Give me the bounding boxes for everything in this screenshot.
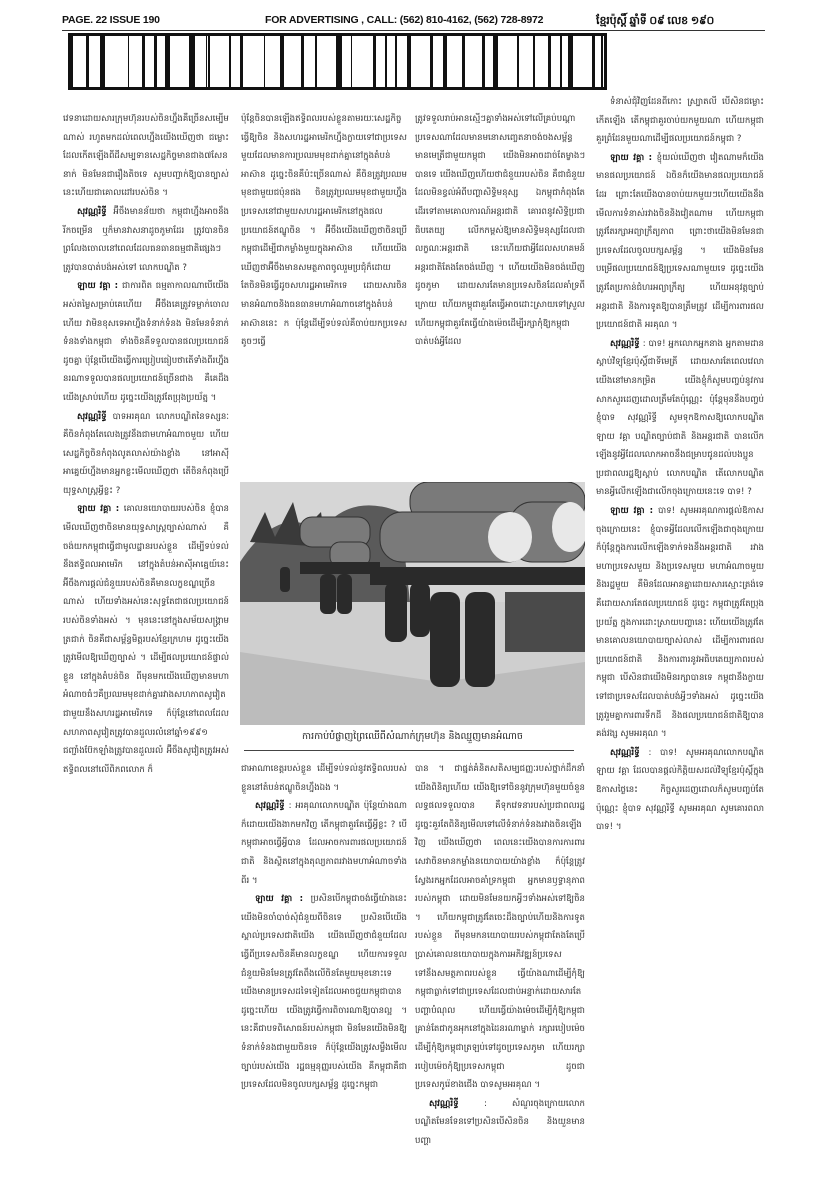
article-paragraph: [63, 408, 229, 501]
barcode-gap: [485, 36, 493, 87]
paragraph-text: ប្រសិនបើកម្ពុជាចង់ធ្វើយ៉ាងនេះ យើងមិនចាំបាច់សុំជំនួយពីចិនទេ ប្រសិនបើយើងស្គាល់ប្រទេសជាតិយើង យើងឃើញថាជំនួយដែលធ្វើពីប្រទេសចិនគឺមានលក្ខខណ្ឌ ហើយការទទួលជំនួយមិនមែនត្រូវតែពឹងលើចិនតែមួយមុខនោះទេ យើងមានប្រទេសដទៃទៀតដែលអាចជួយកម្ពុជាបាន ដូច្នេះហើយ យើងត្រូវធ្វើការពិចារណាឱ្យបានល្អ ។ នេះគឺជាបទពិសោធន៍របស់កម្ពុជា មិនមែនយើងមិនឱ្យទំនាក់ទំនងជាមួយចិនទេ ក៏ប៉ុន្តែយើងត្រូវសម្លឹងមើលច្បាប់របស់យើង រដ្ឋធម្មនុញ្ញរបស់យើង គឺកម្ពុជាគឺជាប្រទេសដែលមិនចូលបក្សសម្ព័ន្ធ ដូច្នេះកម្ពុជា: [241, 894, 407, 1091]
photo-caption: ការកាប់បំផ្លាញព្រៃឈើពីសំណាក់ក្រុមហ៊ុន និងឈ្មួញមានអំណាច: [302, 731, 523, 742]
barcode-gap: [73, 36, 86, 87]
barcode-gap: [447, 36, 462, 87]
barcode-gap: [376, 36, 384, 87]
barcode-gap: [145, 36, 153, 87]
speaker-label: ឡាយ វគ្គា :: [610, 506, 659, 517]
barcode-gap: [342, 36, 350, 87]
article-paragraph: [415, 1095, 585, 1151]
paragraph-text: ត្រូវទទួលរាប់អានស្មើៗគ្នាទាំងអស់ទៅលើគ្រប់បណ្ដាប្រទេសណាដែលមានមនោសញ្ចេតនាចង់ចងសម្ព័ន្ធមានមេត្រីជាមួយកម្ពុជា យើងមិនអាចដាច់តែម្ខាងៗបានទេ យើងឃើញហើយថាជំនួយរបស់ចិន គឺជាជំនួយដែលមិនខ្វល់អំពីបញ្ហាសិទ្ធិមនុស្ស ឯកម្ពុជាកំពុងតែដើរទៅតាមគោលការណ៍អន្តរជាតិ គោរពនូវសិទ្ធិប្រជាធិបតេយ្យ លើកកម្ពស់ឱ្យមានសិទ្ធិមនុស្សដែលជាលក្ខណៈអន្តរជាតិ នេះហើយជាអ្វីដែលសហគមន៍អន្តរជាតិតែងតែចង់ឃើញ ។ ហើយយើងមិនចង់ឃើញដូចភូមា ដោយសារតែមានប្រទេសចិនដែលគាំទ្រពីក្រោយ ហើយកម្ពុជាគួរតែធ្វើអាចដោះស្រាយទៅស្រួល ហើយកម្ពុជាគួរតែធ្វើយ៉ាងម៉េចដើម្បីរក្សាកុំឱ្យកម្ពុជាបាត់បង់អ្វីដែល: [415, 114, 585, 348]
barcode-gap: [352, 36, 373, 87]
masthead: ខ្មែរប៉ុស្ដិ៍ ឆ្នាំទី ០៩ លេខ ១៩០: [596, 15, 715, 27]
barcode-gap: [433, 36, 444, 87]
paragraph-text: បាទអរគុណ លោកបណ្ឌិតនៃទស្សនៈ គឺចិនកំពុងតែលេងត្រូវនឹងជាមហាអំណាចមួយ ហើយសេដ្ឋកិច្ចចិនកំពុងលូតលាស់យ៉ាងខ្លាំង នៅអាស៊ីអាគ្នេយ៍ហ្នឹងមានអ្នកខ្លះមើលឃើញថា តើចិនកំពុងប្រើយុទ្ធសាស្ត្រអ្វីខ្លះ ?: [63, 411, 229, 496]
speaker-label: ឡាយ វគ្គា :: [255, 894, 311, 905]
article-paragraph: [415, 760, 585, 1095]
header-rule: [62, 30, 765, 31]
barcode-graphic: [68, 33, 607, 90]
article-paragraph: [63, 277, 229, 407]
speaker-label: ឡាយ វគ្គា :: [77, 281, 123, 292]
paragraph-text: ប៉ុន្តែចិនបានឡើងឥទ្ធិពលរបស់ខ្លួនតាមរយៈសេដ្ឋកិច្ច ធ្វើឱ្យចិន និងសហរដ្ឋអាមេរិកហ្នឹងក្លាយទៅជាប្រទេសមួយដែលមានការប្រឈមមុខដាក់គ្នានៅក្នុងតំបន់អាស៊ាន ដូច្នេះចិនគឺប៉ះច្រើនណាស់ គឺចិនត្រូវប្រឈមមុខជាមួយជប៉ុនផង ចិនត្រូវប្រឈមមុខជាមួយហ្នឹងប្រទេសនៅជាមួយសហរដ្ឋអាមេរិកនៅក្នុងផលប្រយោជន៍ឥណ្ឌូចិន ។ អ៊ីចឹងយើងឃើញថាចិនប្រើកម្ពុជាដើម្បីជាកម្លាំងមួយក្នុងអាស៊ាន ហើយយើងឃើញថាអ៊ីចឹងមានសមត្ថភាពចូលរួមប្រជុំក៏ដោយ តែចិនមិនធ្វើដូចសហរដ្ឋអាមេរិកទេ ដោយសារចិនមានអំណាចនិងធនធានមហាអំណាចនៅក្នុងតំបន់អាស៊ាននេះ ក ប៉ុន្តែដើម្បីទប់ទល់គឺចាប់យកប្រទេសតូចៗធ្វើ: [241, 114, 407, 348]
article-paragraph: [596, 744, 764, 837]
article-column-2-bottom: [241, 760, 407, 1180]
barcode-gap: [317, 36, 336, 87]
paragraph-text: ទំនាស់ជុំវិញដែនពីកោះ ស្ប្រាតលី បើសិនជម្លោះកើតឡើង តើកម្ពុជាគួរចាប់យកមួយណា ហើយកម្ពុជាគួរព្រំដែនមួយណាដើម្បីផលប្រយោជន៍កម្ពុជា ?: [596, 97, 764, 145]
speaker-label: សុវណ្ណរិទ្ធី: [610, 338, 643, 349]
logging-trucks-image: [240, 482, 585, 725]
paragraph-text: គោលនយោបាយរបស់ចិន ខ្ញុំបានមើលឃើញថាចិនមានយុទ្ធសាស្ត្រច្បាស់ណាស់ គឺចង់យកកម្ពុជាធ្វើជាមូលដ្ឋានរបស់ខ្លួន ដើម្បីទប់ទល់នឹងឥទ្ធិពលអាមេរិក នៅក្នុងតំបន់អាស៊ីអាគ្នេយ៍នេះ អ៊ីចឹងការផ្ដល់ជំនួយរបស់ចិនគឺមានលក្ខខណ្ឌច្រើនណាស់ ហើយទាំងអស់នេះសុទ្ធតែជាផលប្រយោជន៍របស់ចិនទាំងអស់ ។ មុននេះនៅក្នុងសម័យសង្គ្រាមត្រជាក់ ចិនគឺជាសម្ព័ន្ធមិត្តរបស់ខ្មែរក្រហម ដូច្នេះយើងត្រូវមើលឱ្យឃើញច្បាស់ ។ ដើម្បីផលប្រយោជន៍ផ្ទាល់ខ្លួន នៅក្នុងតំបន់ចិន ពីមុនមកយើងឃើញមានមហាអំណាចធំៗគឺប្រឈមមុខដាក់គ្នារវាងសហភាពសូវៀតជាមួយនឹងសហរដ្ឋអាមេរិកទេ ក៏ប៉ុន្តែនៅពេលដែលសហភាពសូវៀតត្រូវបានដួលរលំនៅឆ្នាំ១៩៩១ ជញ្ជាំងប៊ែកឡាំងត្រូវបានដួលរលំ អ៊ីចឹងសូវៀតត្រូវអស់ឥទ្ធិពលនៅលើពិភពលោក ក៏: [63, 504, 230, 775]
barcode-gap: [535, 36, 548, 87]
barcode-gap: [573, 36, 592, 87]
barcode-gap: [265, 36, 280, 87]
speaker-label: សុវណ្ណរិទ្ធី: [610, 747, 649, 758]
article-paragraph: [596, 502, 764, 744]
paragraph-text: ជាអាណាខេត្តរបស់ខ្លួន ដើម្បីទប់ទល់នូវឥទ្ធិពលរបស់ខ្លួននៅតំបន់ឥណ្ឌូចិនហ្នឹងឯង ។: [241, 764, 407, 793]
barcode-gap: [498, 36, 517, 87]
caption-rule: [244, 750, 574, 751]
article-paragraph: [415, 110, 585, 352]
article-column-4: [596, 93, 764, 1183]
barcode-gap: [551, 36, 559, 87]
paragraph-text: : អរគុណលោកបណ្ឌិត ប៉ុន្តែយ៉ាងណាក៏ដោយយើងងាកមកវិញ តើកម្ពុជាគួរតែធ្វើអ្វីខ្លះ ? បើកម្ពុជាអាចធ្វើអ្វីបាន ដែលអាចការពារផលប្រយោជន៍ជាតិ និងស្ថិតនៅក្នុងតុល្យភាពរវាងមហាអំណាចទាំងពីរ ។: [241, 801, 408, 886]
article-paragraph: [63, 203, 229, 277]
article-column-1: [63, 110, 229, 1170]
speaker-label: សុវណ្ណរិទ្ធី: [429, 1098, 484, 1109]
barcode-bar: [601, 36, 603, 87]
barcode-gap: [387, 36, 395, 87]
barcode-gap: [105, 36, 128, 87]
article-column-2-top: [241, 110, 407, 490]
article-paragraph: [63, 500, 229, 779]
speaker-label: សុវណ្ណរិទ្ធី: [77, 206, 114, 217]
article-paragraph: [596, 93, 764, 149]
paragraph-text: : បាទ! សូមអរគុណលោកបណ្ឌិត ឡាយ វគ្គា ដែលបានផ្ដល់កិត្តិយសដល់វិទ្យុខ្មែរប៉ុស្ដិ៍ក្នុងឱកាសថ្ងៃនេះ កិច្ចសួរដេញដោលក៏សូមបញ្ចប់តែប៉ុណ្ណេះ ខ្ញុំបាទ សុវណ្ណរិទ្ធី សូមអរគុណ សូមគោរពលា បាទ! ។: [596, 747, 764, 833]
page-issue-label: PAGE. 22 ISSUE 190: [62, 14, 160, 26]
paragraph-text: : បាទ! អ្នកលោកអ្នកនាង អ្នកតាមដានស្ដាប់វិទ្យុខ្មែរប៉ុស្ដិ៍ជាទីមេត្រី ដោយសារតែពេលវេលាយើងនៅមានកម្រិត យើងខ្ញុំក៏សូមបញ្ចប់នូវការសាកសួរដេញដោលត្រឹមតែប៉ុណ្ណេះ ប៉ុន្តែមុននឹងបញ្ចប់ខ្ញុំបាទ សុវណ្ណរិទ្ធី សូមទុកឱកាសឱ្យលោកបណ្ឌិត ឡាយ វគ្គា បណ្ឌិតច្បាប់ជាតិ និងអន្តរជាតិ បានលើកឡើងនូវអ្វីដែលលោកអាចនឹងជម្រាបជូនដល់បងប្អូនប្រជាពលរដ្ឋឱ្យស្ដាប់ លោកបណ្ឌិត តើលោកបណ្ឌិតមានអ្វីលើកឡើងជាលើកចុងក្រោយនេះទេ បាទ! ?: [596, 338, 764, 498]
article-paragraph: [63, 110, 229, 203]
article-paragraph: [241, 797, 407, 890]
barcode-gap: [519, 36, 534, 87]
speaker-label: ឡាយ វគ្គា :: [77, 504, 124, 515]
barcode-gap: [210, 36, 229, 87]
barcode-gap: [89, 36, 100, 87]
paragraph-text: បាន ។ ជាផ្នត់គំនិតសតិសម្បជញ្ញៈរបស់ថ្នាក់ដឹកនាំ យើងពិនិត្យហើយ យើងឱ្យទៅចិននូវក្រុមហ៊ុនមួយចំនួន លទ្ធផលទទួលបាន គឺទុកវេទនារបស់ប្រជាពលរដ្ឋ ដូច្នេះគួរតែពិនិត្យមើលទៅលើទំនាក់ទំនងរវាងចិនឡើងវិញ យើងឃើញថា ពេលនេះយើងបានការការពារសេវាចិនមានកម្លាំងនយោបាយយ៉ាងខ្លាំង ក៏ប៉ុន្តែត្រូវស្វែងរកអ្នកដែលអាចគាំទ្រកម្ពុជា អ្នកមានឫទ្ធានុភាពរបស់កម្ពុជា ដោយមិនមែនយកអ្វីៗទាំងអស់ទៅឱ្យចិន ។ ហើយកម្ពុជាត្រូវតែចេះដឹងច្បាប់ហើយនិងការទូតរបស់ខ្លួន ពីមុនមកនយោបាយរបស់កម្ពុជាតែងតែប្រើប្រាស់គោលនយោបាយក្នុងការអភិវឌ្ឍន៍ប្រទេស ទៅនឹងសមត្ថភាពរបស់ខ្លួន ធ្វើយ៉ាងណាដើម្បីកុំឱ្យកម្ពុជាធ្លាក់ទៅជាប្រទេសដែលជាប់អន្ទាក់ដោយសារតែបញ្ហាបំណុល ហើយធ្វើយ៉ាងម៉េចដើម្បីកុំឱ្យកម្ពុជាគ្រាន់តែជាកូនអុកនៅក្នុងដៃនរណាម្នាក់ រក្សារបៀបម៉េចដើម្បីកុំឱ្យកម្ពុជាត្រឡប់ទៅដូចប្រទេសភូមា ហើយរក្សារបៀបម៉េចកុំឱ្យប្រទេសកម្ពុជា ដូចជាប្រទេសកូរ៉េខាងជើង បាទសូមអរគុណ ។: [415, 764, 585, 1091]
speaker-label: សុវណ្ណរិទ្ធី: [77, 411, 113, 422]
speaker-label: សុវណ្ណរិទ្ធី: [255, 801, 289, 812]
advertising-contact: FOR ADVERTISING , CALL: (562) 810-4162, (562) 728-8972: [265, 14, 544, 26]
article-paragraph: [241, 890, 407, 1095]
article-paragraph: [241, 760, 407, 797]
article-paragraph: [596, 335, 764, 502]
speaker-label: ឡាយ វគ្គា :: [610, 152, 657, 163]
article-paragraph: [596, 149, 764, 335]
paragraph-text: : សំណួរចុងក្រោយលោកបណ្ឌិតមែនទែនទៅប្រសិនបើសិនចិន និងយួនមានបញ្ហា: [415, 1098, 586, 1146]
barcode-gap: [304, 36, 315, 87]
barcode-gap: [411, 36, 430, 87]
barcode-gap: [129, 36, 142, 87]
article-column-3-bottom: [415, 760, 585, 1180]
barcode-gap: [397, 36, 408, 87]
barcode-gap: [284, 36, 301, 87]
barcode-gap: [465, 36, 482, 87]
article-paragraph: [241, 110, 407, 352]
paragraph-text: ខ្ញុំយល់ឃើញថា វៀតណាមក៏យើងមានផលប្រយោជន៍ ឯចិនក៏យើងមានផលប្រយោជន៍ដែរ ព្រោះតែយើងបានចាប់យកមួយៗហើយយើងនឹងមើលការទំនាស់រវាងចិននិងវៀតណាម ហើយកម្ពុជាត្រូវតែរក្សាអព្យាក្រឹត្យភាព ព្រោះថាយើងមិនមែនជាប្រទេសដែលចូលបក្សសម្ព័ន្ធ ។ យើងមិនមែនបម្រើផលប្រយោជន៍ឱ្យប្រទេសណាមួយទេ ដូច្នេះយើងត្រូវតែប្រកាន់ជំហរអព្យាក្រឹត្យ ហើយអនុវត្តច្បាប់អន្តរជាតិ និងការទូតឱ្យបានត្រឹមត្រូវ ដើម្បីការពារផលប្រយោជន៍ជាតិ អរគុណ ។: [596, 152, 764, 331]
paragraph-text: ជាការពិត ធម្មតាកាលណាបើយើងអស់តម្លៃសម្រាប់គេហើយ អ៊ីចឹងគេត្រូវទម្លាក់ចោលហើយ វាមិនខុសទេអាហ្នឹងទំនាក់ទំនង មិនមែនទំនាក់ទំនងទាំងកម្ពុជា ទាំងចិនគឺទទួលបានផលប្រយោជន៍ដូចគ្នា ប៉ុន្តែបើយើងធ្វើការប្រៀបធៀបថាតើទាំងពីរហ្នឹងនរណាទទួលបានផលប្រយោជន៍ច្រើនជាង គឺគេដឹងយើងស្រាប់ហើយ ដូច្នេះយើងត្រូវតែប្រុងប្រយ័ត្ន ។: [63, 281, 229, 403]
paragraph-text: អ៊ីចឹងមានន័យថា កម្ពុជាហ្នឹងអាចនឹងរីកចម្រើន ឬក៏មានវាសនាដូចភូមាដែរ ត្រូវបានចិនព្រលែងចោលនៅពេលដែលធនធានធម្មជាតិផ្សេងៗត្រូវបានបាត់បង់អស់ទៅ លោកបណ្ឌិត ?: [63, 206, 229, 273]
article-photo: [240, 482, 585, 725]
barcode-gap: [231, 36, 239, 87]
barcode-gap: [243, 36, 264, 87]
article-column-3-top: [415, 110, 585, 490]
paragraph-text: វេទនាដោយសារក្រុមហ៊ុនរបស់ចិនហ្នឹងគឺច្រើនសម្បើមណាស់ រហូតមកដល់ពេលហ្នឹងយើងឃើញថា ជម្លោះដែលកើតឡើងពីដីសម្បទានសេដ្ឋកិច្ចមានជាង៧សែននាក់ មិនមែនជារឿងតិចទេ សូមបញ្ជាក់ឱ្យបានច្បាស់ នេះហើយជាគោលដៅរបស់ចិន ។: [63, 114, 229, 199]
barcode-gap: [195, 36, 206, 87]
barcode-gap: [170, 36, 189, 87]
barcode-gap: [157, 36, 165, 87]
paragraph-text: បាទ! សូមអរគុណការផ្ដល់ឱកាសចុងក្រោយនេះ ខ្ញុំបាទអ្វីដែលលើកឡើងជាចុងក្រោយ ក៏ប៉ុន្តែក្នុងការលើកឡើងទាក់ទងនឹងអន្តរជាតិ រវាងមហាប្រទេសមួយ និងប្រទេសមួយ មហាអំណាចមួយ និងរដ្ឋមួយ គឺមិនដែលអានគ្នាដោយសារស្មោះត្រង់ទេ គឺដោយសារតែផលប្រយោជន៍ ដូច្នេះ កម្ពុជាត្រូវតែប្រុងប្រយ័ត្ន ក្នុងការដោះស្រាយបញ្ហានេះ ហើយយើងត្រូវតែមានគោលនយោបាយច្បាស់លាស់ ដើម្បីការពារផលប្រយោជន៍ជាតិ និងការពារនូវអធិបតេយ្យភាពរបស់កម្ពុជា បើសិនជាយើងមិនរក្សាបានទេ កម្ពុជានឹងក្លាយទៅជាប្រទេសដែលបាត់បង់អ្វីៗទាំងអស់ ដូច្នេះយើងត្រូវរួមគ្នាការពារទឹកដី និងផលប្រយោជន៍ជាតិឱ្យបានគង់វង្ស សូមអរគុណ ។: [596, 506, 764, 740]
